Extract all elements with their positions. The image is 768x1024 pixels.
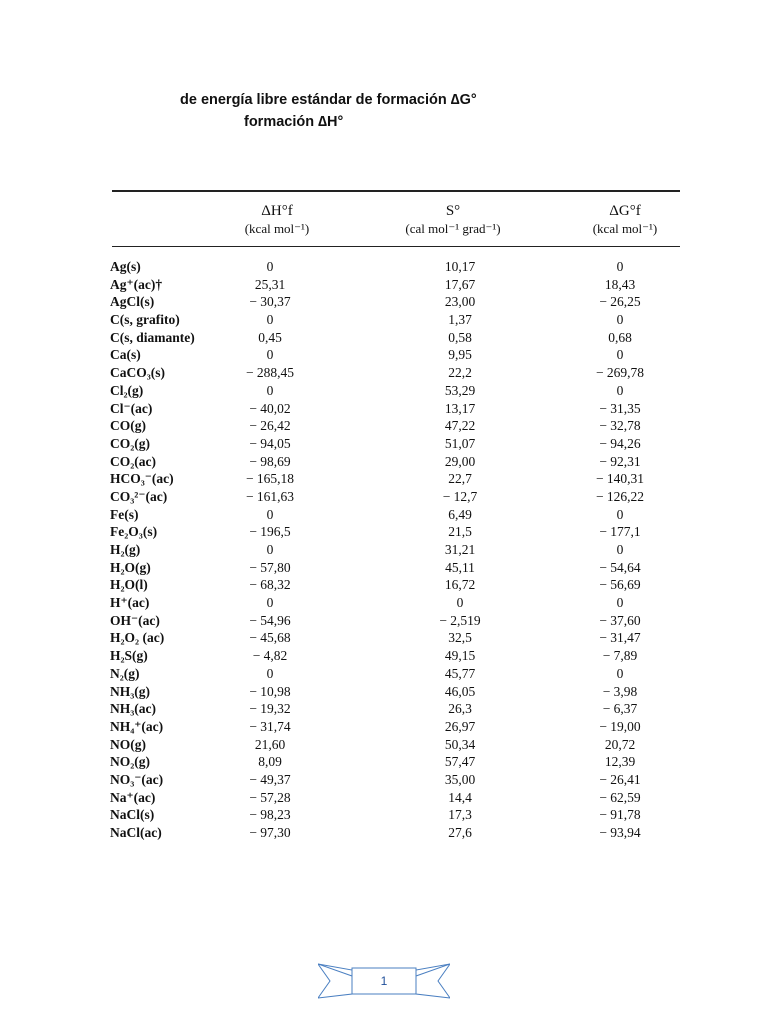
gibbs-cell: 0,68 bbox=[608, 329, 632, 345]
table-row bbox=[0, 435, 768, 453]
species-cell: CO(g) bbox=[110, 418, 146, 434]
entropy-cell: 26,97 bbox=[444, 718, 476, 734]
gibbs-cell: − 3,98 bbox=[602, 683, 638, 699]
enthalpy-cell: 0,45 bbox=[258, 329, 282, 345]
gibbs-cell: − 19,00 bbox=[599, 718, 641, 734]
table-row bbox=[0, 400, 768, 418]
enthalpy-cell: 0 bbox=[266, 347, 274, 363]
enthalpy-cell: 0 bbox=[266, 595, 274, 611]
species-cell: NaCl(s) bbox=[110, 807, 155, 823]
table-row bbox=[0, 329, 768, 347]
entropy-cell: 53,29 bbox=[444, 382, 476, 398]
table-row bbox=[0, 364, 768, 382]
species-cell: NO₃⁻(ac) bbox=[110, 771, 164, 787]
gibbs-cell: 12,39 bbox=[604, 754, 636, 770]
document-title-line2: formación ∆H° bbox=[244, 114, 344, 130]
entropy-cell: 6,49 bbox=[448, 506, 472, 522]
table-row bbox=[0, 488, 768, 506]
table-row bbox=[0, 293, 768, 311]
enthalpy-cell: − 4,82 bbox=[252, 648, 288, 664]
column-header-entropy-unit: (cal mol⁻¹ grad⁻¹) bbox=[405, 221, 501, 236]
enthalpy-cell: 0 bbox=[266, 382, 274, 398]
enthalpy-cell: − 161,63 bbox=[245, 488, 295, 504]
table-row bbox=[0, 594, 768, 612]
entropy-cell: 51,07 bbox=[444, 435, 476, 451]
enthalpy-cell: 0 bbox=[266, 665, 274, 681]
species-cell: CaCO₃(s) bbox=[110, 365, 166, 381]
table-row bbox=[0, 506, 768, 524]
page-number: 1 bbox=[380, 974, 388, 988]
entropy-cell: 29,00 bbox=[444, 453, 476, 469]
enthalpy-cell: − 19,32 bbox=[249, 701, 291, 717]
table-row bbox=[0, 470, 768, 488]
column-header-entropy bbox=[378, 202, 528, 238]
gibbs-cell: − 54,64 bbox=[599, 559, 641, 575]
species-cell: Na⁺(ac) bbox=[110, 789, 156, 805]
species-cell: OH⁻(ac) bbox=[110, 612, 160, 628]
table-row bbox=[0, 700, 768, 718]
species-cell: CO₂(g) bbox=[110, 435, 151, 451]
document-title-line1: de energía libre estándar de formación ∆G° bbox=[180, 92, 477, 108]
table-row bbox=[0, 665, 768, 683]
table-row bbox=[0, 576, 768, 594]
enthalpy-cell: − 40,02 bbox=[249, 400, 291, 416]
entropy-cell: 9,95 bbox=[448, 347, 472, 363]
entropy-cell: 0,58 bbox=[448, 329, 472, 345]
species-cell: NO(g) bbox=[110, 736, 146, 752]
enthalpy-cell: 25,31 bbox=[254, 276, 286, 292]
species-cell: CO₃²⁻(ac) bbox=[110, 488, 168, 504]
gibbs-cell: − 26,41 bbox=[599, 771, 641, 787]
column-header-gibbs bbox=[575, 202, 675, 238]
table-row bbox=[0, 541, 768, 559]
species-cell: Cl₂(g) bbox=[110, 382, 144, 398]
gibbs-cell: 0 bbox=[616, 665, 624, 681]
gibbs-cell: − 62,59 bbox=[599, 789, 641, 805]
species-cell: HCO₃⁻(ac) bbox=[110, 471, 174, 487]
entropy-cell: 16,72 bbox=[444, 577, 476, 593]
entropy-cell: 49,15 bbox=[444, 648, 476, 664]
enthalpy-cell: − 57,80 bbox=[249, 559, 291, 575]
table-row bbox=[0, 346, 768, 364]
gibbs-cell: − 7,89 bbox=[602, 648, 638, 664]
enthalpy-cell: − 10,98 bbox=[249, 683, 291, 699]
table-row bbox=[0, 806, 768, 824]
species-cell: NaCl(ac) bbox=[110, 825, 162, 840]
enthalpy-cell: − 98,23 bbox=[249, 807, 291, 823]
enthalpy-cell: 0 bbox=[266, 506, 274, 522]
species-cell: Ag⁺(ac)† bbox=[110, 276, 163, 292]
entropy-cell: 22,2 bbox=[448, 365, 472, 381]
table-row bbox=[0, 559, 768, 577]
gibbs-cell: 0 bbox=[616, 382, 624, 398]
gibbs-cell: − 92,31 bbox=[599, 453, 641, 469]
species-cell: Ca(s) bbox=[110, 347, 141, 363]
table-row bbox=[0, 824, 768, 842]
enthalpy-cell: − 165,18 bbox=[245, 471, 295, 487]
table-row bbox=[0, 647, 768, 665]
enthalpy-cell: − 45,68 bbox=[249, 630, 291, 646]
species-cell: H₂O(g) bbox=[110, 559, 151, 575]
gibbs-cell: 20,72 bbox=[604, 736, 636, 752]
table-row bbox=[0, 771, 768, 789]
enthalpy-cell: 21,60 bbox=[254, 736, 286, 752]
entropy-cell: 14,4 bbox=[448, 789, 472, 805]
gibbs-cell: − 140,31 bbox=[595, 471, 645, 487]
gibbs-cell: 0 bbox=[616, 347, 624, 363]
entropy-cell: 13,17 bbox=[444, 400, 476, 416]
gibbs-cell: − 126,22 bbox=[595, 488, 645, 504]
table-row bbox=[0, 789, 768, 807]
species-cell: H⁺(ac) bbox=[110, 595, 150, 611]
species-cell: Cl⁻(ac) bbox=[110, 400, 153, 416]
enthalpy-cell: − 57,28 bbox=[249, 789, 291, 805]
enthalpy-cell: − 98,69 bbox=[249, 453, 291, 469]
gibbs-cell: − 91,78 bbox=[599, 807, 641, 823]
table-header-rule bbox=[112, 246, 680, 247]
table-top-rule bbox=[112, 190, 680, 192]
table-row bbox=[0, 683, 768, 701]
species-cell: CO₂(ac) bbox=[110, 453, 157, 469]
enthalpy-cell: − 196,5 bbox=[249, 524, 291, 540]
entropy-cell: 45,77 bbox=[444, 665, 476, 681]
gibbs-cell: − 37,60 bbox=[599, 612, 641, 628]
enthalpy-cell: − 68,32 bbox=[249, 577, 291, 593]
entropy-cell: 10,17 bbox=[444, 259, 476, 274]
table-row bbox=[0, 612, 768, 630]
entropy-cell: − 12,7 bbox=[442, 488, 478, 504]
entropy-cell: − 2,519 bbox=[439, 612, 481, 628]
column-header-gibbs-symbol: ΔG°f bbox=[609, 203, 641, 219]
enthalpy-cell: 0 bbox=[266, 312, 274, 328]
gibbs-cell: − 269,78 bbox=[595, 365, 645, 381]
species-cell: Fe₂O₃(s) bbox=[110, 524, 158, 540]
gibbs-cell: 0 bbox=[616, 542, 624, 557]
table-row bbox=[0, 258, 768, 276]
table-row bbox=[0, 736, 768, 754]
table-row bbox=[0, 276, 768, 294]
entropy-cell: 47,22 bbox=[444, 418, 476, 434]
species-cell: N₂(g) bbox=[110, 665, 140, 681]
species-cell: NH₃(g) bbox=[110, 683, 151, 699]
gibbs-cell: − 32,78 bbox=[599, 418, 641, 434]
enthalpy-cell: 8,09 bbox=[258, 754, 282, 770]
column-header-gibbs-unit: (kcal mol⁻¹) bbox=[592, 221, 658, 236]
table-row bbox=[0, 417, 768, 435]
species-cell: C(s, diamante) bbox=[110, 329, 195, 345]
species-cell: Fe(s) bbox=[110, 506, 139, 522]
species-cell: NH₃(ac) bbox=[110, 701, 157, 717]
species-cell: AgCl(s) bbox=[110, 294, 155, 310]
entropy-cell: 27,6 bbox=[448, 825, 472, 840]
gibbs-cell: − 31,47 bbox=[599, 630, 641, 646]
gibbs-cell: − 6,37 bbox=[602, 701, 638, 717]
gibbs-cell: 18,43 bbox=[604, 276, 636, 292]
gibbs-cell: 0 bbox=[616, 595, 624, 611]
enthalpy-cell: − 49,37 bbox=[249, 771, 291, 787]
entropy-cell: 26,3 bbox=[448, 701, 472, 717]
species-cell: H₂O₂ (ac) bbox=[110, 630, 165, 646]
entropy-cell: 22,7 bbox=[448, 471, 472, 487]
entropy-cell: 50,34 bbox=[444, 736, 476, 752]
entropy-cell: 31,21 bbox=[444, 542, 476, 557]
enthalpy-cell: − 97,30 bbox=[249, 825, 291, 840]
column-header-entropy-symbol: S° bbox=[445, 203, 461, 219]
gibbs-cell: − 31,35 bbox=[599, 400, 641, 416]
table-row bbox=[0, 629, 768, 647]
entropy-cell: 17,3 bbox=[448, 807, 472, 823]
table-row bbox=[0, 311, 768, 329]
enthalpy-cell: 0 bbox=[266, 542, 274, 557]
table-row bbox=[0, 523, 768, 541]
entropy-cell: 17,67 bbox=[444, 276, 476, 292]
gibbs-cell: 0 bbox=[616, 506, 624, 522]
table-row bbox=[0, 718, 768, 736]
column-header-enthalpy-symbol: ΔH°f bbox=[261, 203, 293, 219]
enthalpy-cell: − 30,37 bbox=[249, 294, 291, 310]
species-cell: NO₂(g) bbox=[110, 754, 151, 770]
gibbs-cell: − 26,25 bbox=[599, 294, 641, 310]
entropy-cell: 45,11 bbox=[445, 559, 475, 575]
entropy-cell: 46,05 bbox=[444, 683, 476, 699]
table-row bbox=[0, 753, 768, 771]
enthalpy-cell: − 31,74 bbox=[249, 718, 291, 734]
enthalpy-cell: − 94,05 bbox=[249, 435, 291, 451]
species-cell: H₂(g) bbox=[110, 542, 141, 557]
table-row bbox=[0, 453, 768, 471]
gibbs-cell: − 93,94 bbox=[599, 825, 641, 840]
species-cell: Ag(s) bbox=[110, 259, 141, 274]
entropy-cell: 35,00 bbox=[444, 771, 476, 787]
gibbs-cell: 0 bbox=[616, 259, 624, 274]
gibbs-cell: − 177,1 bbox=[599, 524, 641, 540]
gibbs-cell: 0 bbox=[616, 312, 624, 328]
entropy-cell: 32,5 bbox=[448, 630, 472, 646]
gibbs-cell: − 94,26 bbox=[599, 435, 641, 451]
entropy-cell: 23,00 bbox=[444, 294, 476, 310]
enthalpy-cell: 0 bbox=[266, 259, 274, 274]
column-header-enthalpy bbox=[222, 202, 332, 238]
species-cell: H₂O(l) bbox=[110, 577, 148, 593]
entropy-cell: 21,5 bbox=[448, 524, 472, 540]
gibbs-cell: − 56,69 bbox=[599, 577, 641, 593]
table-row bbox=[0, 382, 768, 400]
species-cell: H₂S(g) bbox=[110, 648, 148, 664]
entropy-cell: 0 bbox=[456, 595, 464, 611]
entropy-cell: 57,47 bbox=[444, 754, 476, 770]
species-cell: NH₄⁺(ac) bbox=[110, 718, 164, 734]
enthalpy-cell: − 288,45 bbox=[245, 365, 295, 381]
thermo-table-body bbox=[0, 258, 768, 842]
species-cell: C(s, grafito) bbox=[110, 312, 180, 328]
enthalpy-cell: − 26,42 bbox=[249, 418, 291, 434]
entropy-cell: 1,37 bbox=[448, 312, 472, 328]
column-header-enthalpy-unit: (kcal mol⁻¹) bbox=[244, 221, 310, 236]
enthalpy-cell: − 54,96 bbox=[249, 612, 291, 628]
